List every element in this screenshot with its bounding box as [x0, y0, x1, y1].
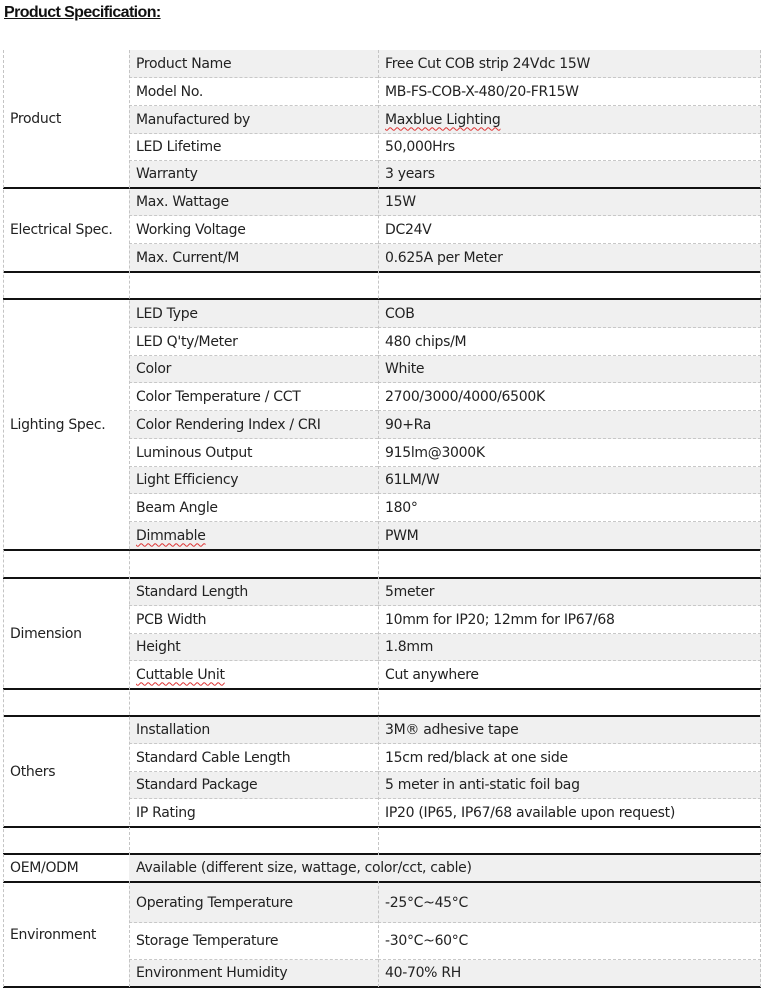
- grid-line-left: [3, 50, 4, 987]
- spec-value: 0.625A per Meter: [378, 244, 761, 271]
- table-row: [3, 634, 761, 661]
- table-row: [3, 411, 761, 439]
- table-row: [3, 522, 761, 549]
- table-row: [3, 189, 761, 216]
- table-row: [3, 300, 761, 328]
- spec-value: 50,000Hrs: [378, 134, 761, 161]
- spec-label: Beam Angle: [129, 494, 378, 522]
- spec-label: Luminous Output: [129, 439, 378, 467]
- spec-value: 61LM/W: [378, 467, 761, 494]
- table-row: [3, 244, 761, 271]
- table-row: [3, 383, 761, 411]
- spec-value: 5meter: [378, 579, 761, 606]
- spec-label-text: Dimmable: [136, 527, 206, 544]
- spec-label: Model No.: [129, 78, 378, 106]
- table-row: [3, 606, 761, 634]
- group-label-others: Others: [10, 763, 56, 780]
- grid-line-col3-env: [378, 881, 379, 987]
- table-row: [3, 439, 761, 467]
- table-row: [3, 960, 761, 986]
- spec-value: 15W: [378, 189, 761, 216]
- spec-label-text: Cuttable Unit: [136, 666, 225, 683]
- table-row: [3, 883, 761, 923]
- group-divider: [3, 688, 761, 690]
- spec-label: Color Rendering Index / CRI: [129, 411, 378, 439]
- page-title: Product Specification:: [4, 4, 161, 21]
- spec-value: 1.8mm: [378, 634, 761, 661]
- spec-label: Warranty: [129, 161, 378, 187]
- spec-label: Color: [129, 356, 378, 383]
- table-row: [3, 134, 761, 161]
- spec-label: Installation: [129, 717, 378, 744]
- spec-label-text: LED Q'ty/Meter: [136, 333, 238, 350]
- spec-value: 15cm red/black at one side: [378, 744, 761, 772]
- table-row: [3, 579, 761, 606]
- table-row: [3, 661, 761, 688]
- spec-value: DC24V: [378, 216, 761, 244]
- table-row: [3, 328, 761, 356]
- spec-label: Max. Wattage: [129, 189, 378, 216]
- spec-value: 2700/3000/4000/6500K: [378, 383, 761, 411]
- spec-label: [129, 661, 378, 688]
- table-row: [3, 161, 761, 187]
- group-label-dimension: Dimension: [10, 625, 82, 642]
- spec-label: PCB Width: [129, 606, 378, 634]
- spec-value: 480 chips/M: [378, 328, 761, 356]
- spec-label: IP Rating: [136, 804, 196, 821]
- spec-value: 915lm@3000K: [378, 439, 761, 467]
- group-label-lighting: Lighting Spec.: [10, 416, 106, 433]
- spec-label: Product Name: [129, 50, 378, 78]
- spec-value: PWM: [378, 522, 761, 549]
- grid-line-col2-env: [129, 881, 130, 987]
- spec-value: White: [378, 356, 761, 383]
- table-row: [3, 494, 761, 522]
- table-row: [3, 799, 761, 826]
- table-row: [3, 467, 761, 494]
- spec-label: Environment Humidity: [129, 960, 378, 986]
- grid-line-col3: [378, 50, 379, 855]
- group-label-product: Product: [10, 110, 62, 127]
- spec-value: 40-70% RH: [378, 960, 761, 986]
- spec-value: IP20 (IP65, IP67/68 available upon request): [385, 804, 676, 821]
- spec-label: Height: [129, 634, 378, 661]
- group-label-environment: Environment: [10, 926, 97, 943]
- spec-value: 90+Ra: [378, 411, 761, 439]
- spec-label: LED Type: [129, 300, 378, 328]
- spec-label: Storage Temperature: [129, 923, 378, 960]
- spec-value: Free Cut COB strip 24Vdc 15W: [378, 50, 761, 78]
- spec-label: Standard Length: [129, 579, 378, 606]
- spec-label: Manufactured by: [129, 106, 378, 134]
- spec-value: -30°C~60°C: [378, 923, 761, 960]
- spec-label: [129, 328, 378, 356]
- group-label-oem-odm: OEM/ODM: [10, 860, 79, 876]
- grid-line-right: [760, 50, 761, 987]
- table-row: [3, 78, 761, 106]
- spec-value: Cut anywhere: [385, 666, 479, 683]
- grid-line-col2: [129, 50, 130, 855]
- spec-label: Operating Temperature: [129, 883, 378, 923]
- table-row: [3, 923, 761, 960]
- spec-label: Light Efficiency: [129, 467, 378, 494]
- spec-label: LED Lifetime: [129, 134, 378, 161]
- spec-label: Color Temperature / CCT: [129, 383, 378, 411]
- table-row: [3, 356, 761, 383]
- spec-value: MB-FS-COB-X-480/20-FR15W: [378, 78, 761, 106]
- spec-label: Standard Cable Length: [129, 744, 378, 772]
- spec-value: [378, 106, 761, 134]
- group-divider: [3, 826, 761, 828]
- table-row: [3, 744, 761, 772]
- table-row: [3, 855, 761, 881]
- spec-value: COB: [378, 300, 761, 328]
- spec-label: Max. Current/M: [129, 244, 378, 271]
- spec-value: 5 meter in anti-static foil bag: [378, 772, 761, 799]
- table-row: [3, 717, 761, 744]
- spec-value: Available (different size, wattage, color/cct, cable): [129, 855, 761, 881]
- table-row: [3, 216, 761, 244]
- spec-label: Working Voltage: [129, 216, 378, 244]
- table-bottom-rule: [3, 986, 761, 988]
- group-divider: [3, 549, 761, 551]
- spec-value-text: Maxblue Lighting: [385, 111, 501, 128]
- spec-value: 180°: [378, 494, 761, 522]
- spec-value: -25°C~45°C: [378, 883, 761, 923]
- table-row: [3, 772, 761, 799]
- group-label-electrical: Electrical Spec.: [10, 221, 113, 238]
- spec-label: Standard Package: [129, 772, 378, 799]
- spec-value: 10mm for IP20; 12mm for IP67/68: [378, 606, 761, 634]
- table-row: [3, 106, 761, 134]
- table-row: [3, 50, 761, 78]
- spec-value: 3 years: [378, 161, 761, 187]
- group-divider: [3, 271, 761, 273]
- spec-label: [129, 522, 378, 549]
- spec-value: 3M® adhesive tape: [378, 717, 761, 744]
